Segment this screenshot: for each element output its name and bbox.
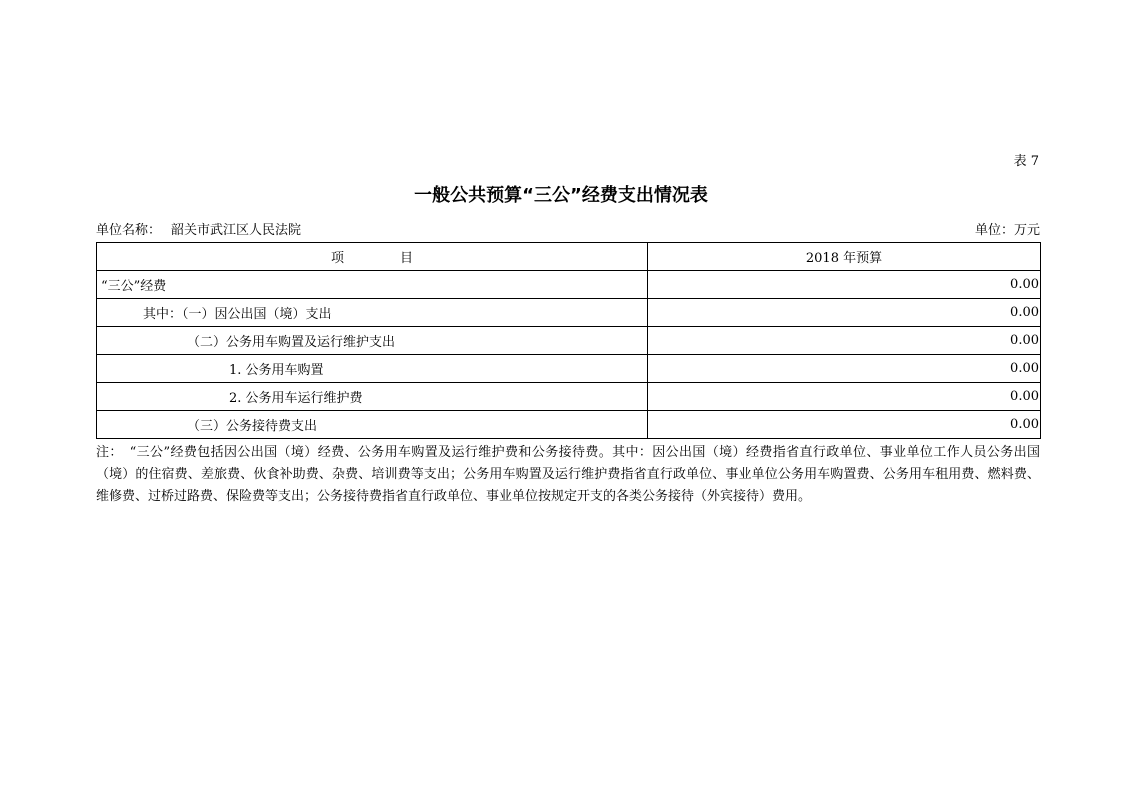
table-row [97,355,1041,383]
table-row [97,383,1041,411]
header-item-char-2: 目 [400,251,414,266]
row-label: “三公”经费 [97,271,648,299]
header-item [97,243,648,271]
header-item-char-1: 项 [330,251,344,266]
header-budget: 2018 年预算 [648,243,1041,271]
row-label: 1. 公务用车购置 [97,355,648,383]
row-value: 0.00 [648,411,1041,439]
unit-label: 单位：万元 [974,223,1040,238]
table-row [97,299,1041,327]
unit-name-value: 韶关市武江区人民法院 [171,223,302,238]
row-label: 2. 公务用车运行维护费 [97,383,648,411]
row-label: （三）公务接待费支出 [97,411,648,439]
row-label: 其中：（一）因公出国（境）支出 [97,299,648,327]
table-number: 表 7 [1013,154,1039,169]
page-title: 一般公共预算“三公”经费支出情况表 [414,185,708,206]
table-row [97,327,1041,355]
table-header-row [97,243,1041,271]
unit-name-block [96,219,301,238]
row-label: （二）公务用车购置及运行维护支出 [97,327,648,355]
unit-name-label: 单位名称： [96,223,162,238]
meta-row [96,219,1040,238]
row-value: 0.00 [648,271,1041,299]
row-value: 0.00 [648,355,1041,383]
table-row [97,271,1041,299]
footnote: 注： “三公”经费包括因公出国（境）经费、公务用车购置及运行维护费和公务接待费。其中：因公出国（境）经费指省直行政单位、事业单位工作人员公务出国（境）的住宿费、差旅费、伙食补助费、杂费、培训费等支出；公务用车购置及运行维护费指省直行政单位、事业单位公务用车购置费、公务用车租用费、燃料费、维修费、过桥过路费、保险费等支出；公务接待费指省直行政单位、事业单位按规定开支的各类公务接待（外宾接待）费用。 [96,445,1040,504]
table-row [97,411,1041,439]
budget-table [96,242,1041,439]
row-value: 0.00 [648,383,1041,411]
row-value: 0.00 [648,327,1041,355]
row-value: 0.00 [648,299,1041,327]
